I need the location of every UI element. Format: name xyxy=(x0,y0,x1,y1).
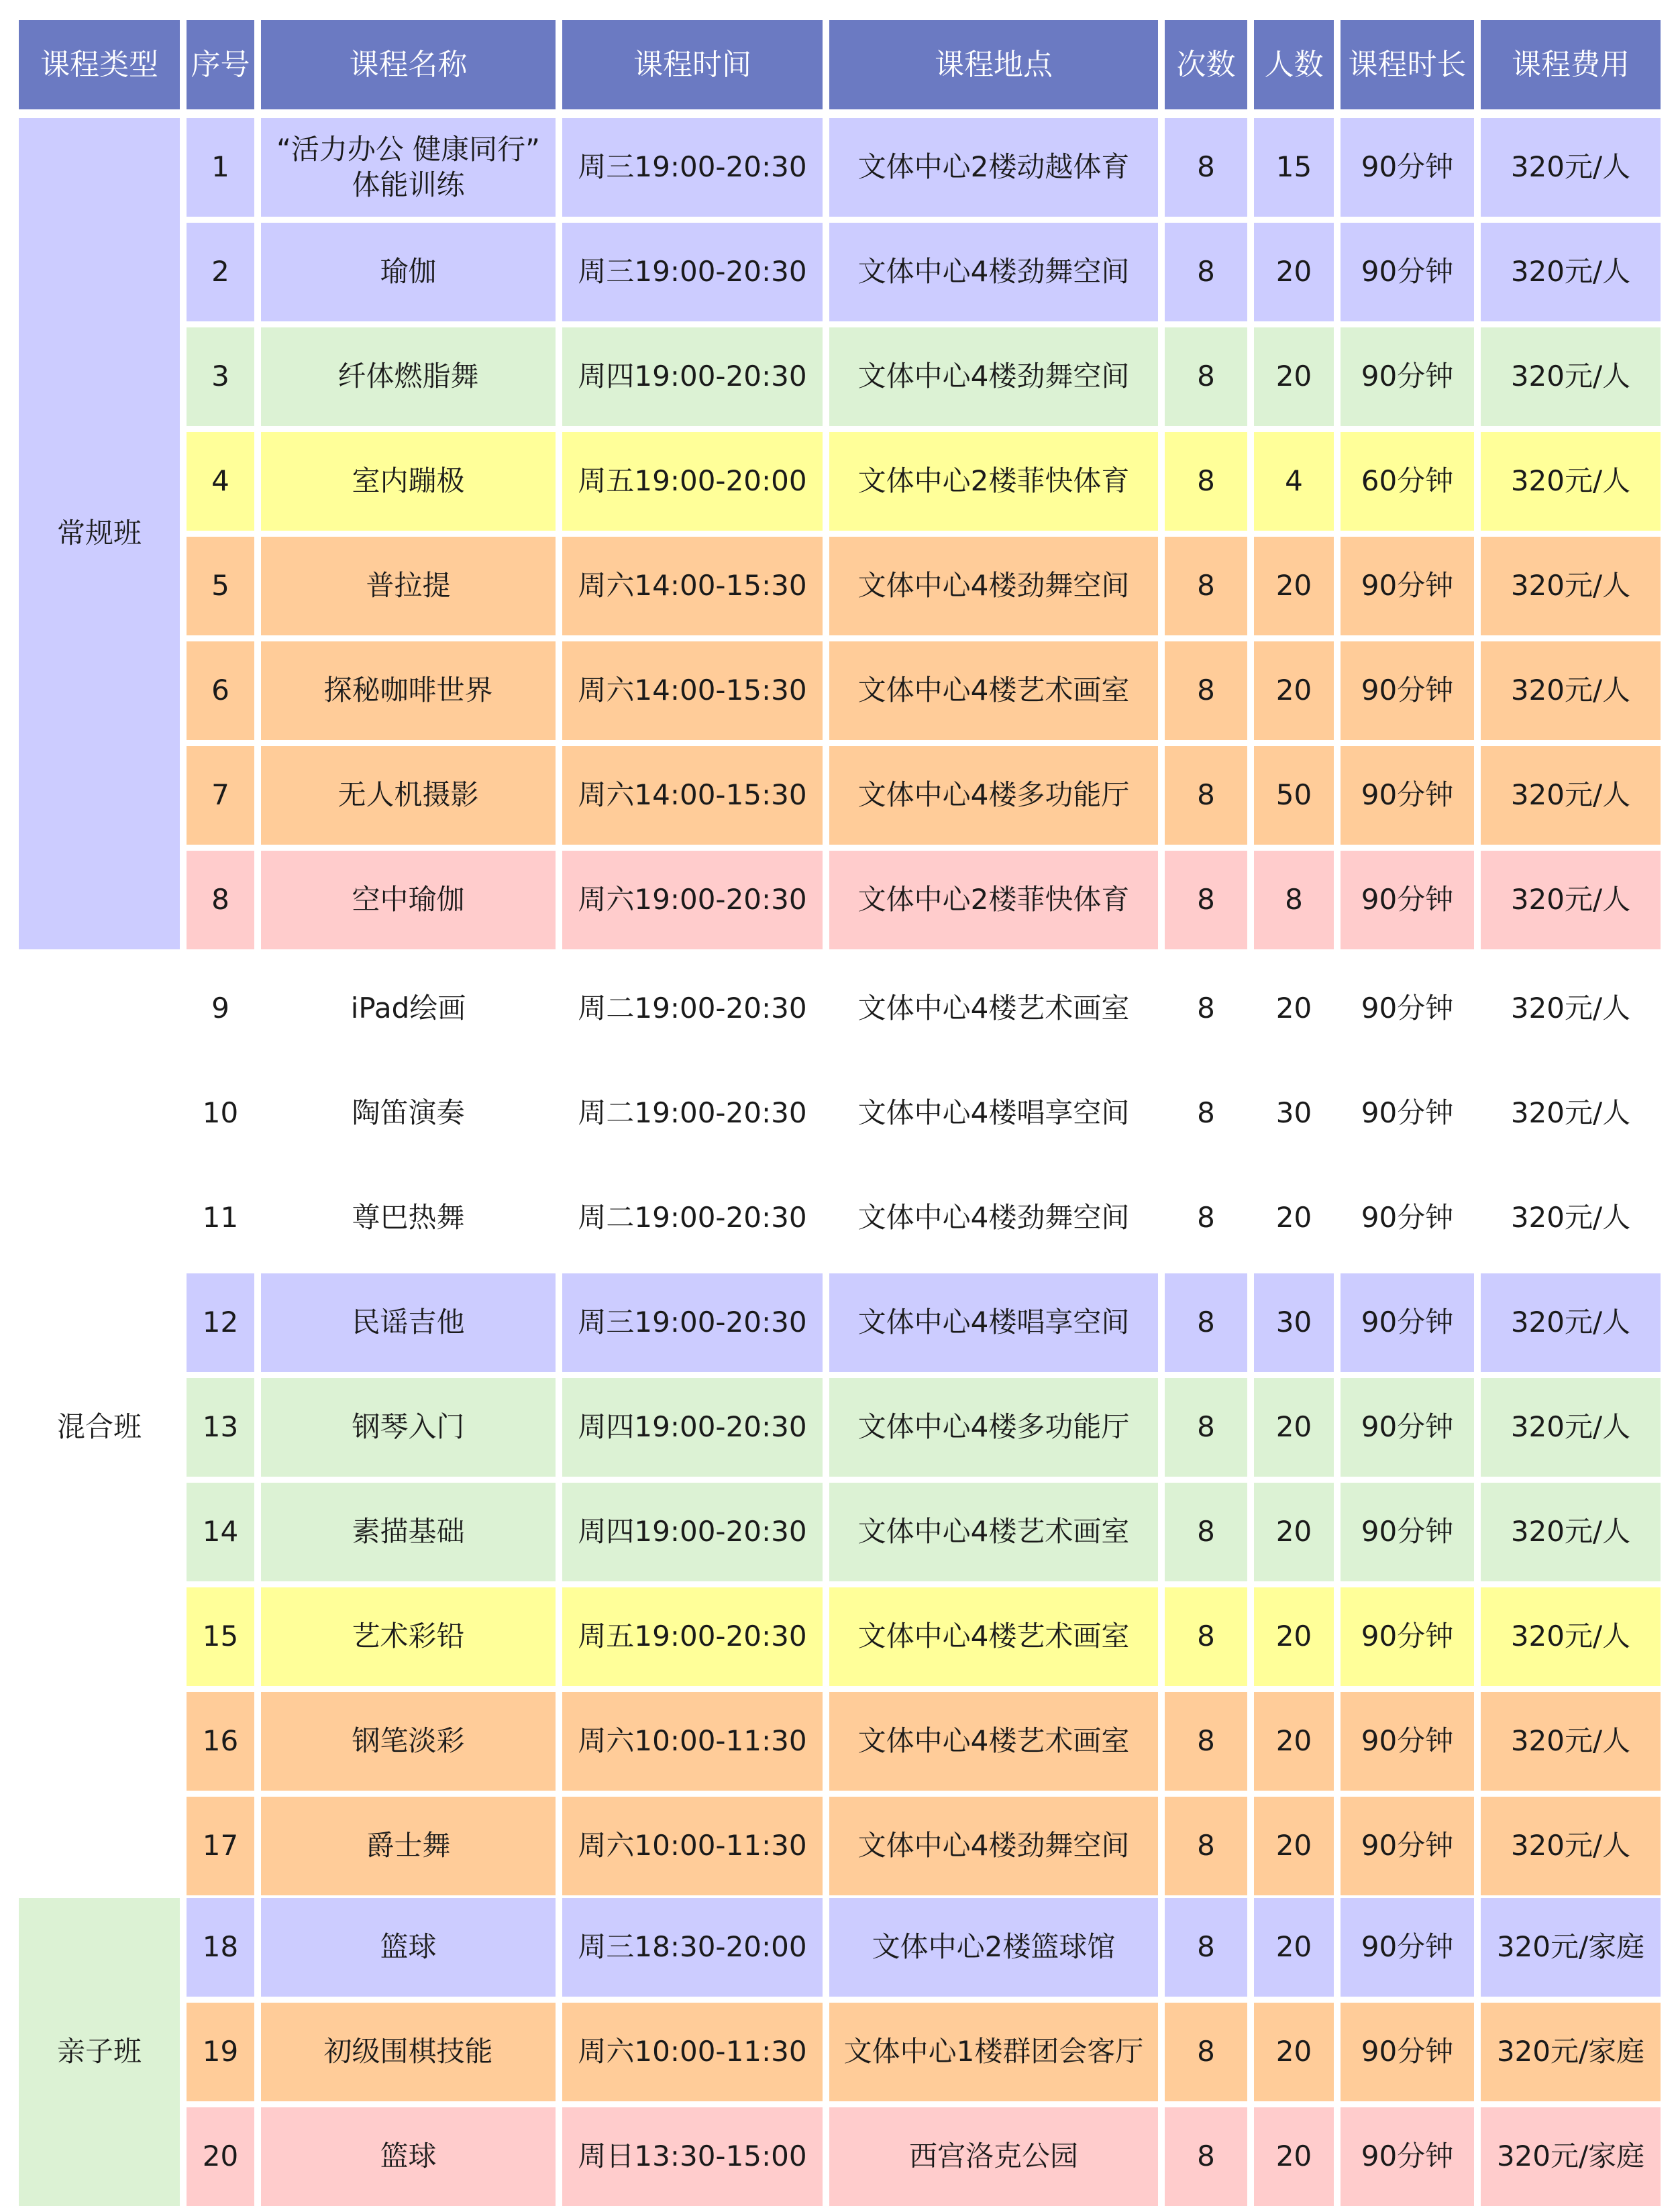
course-time-cell: 周六10:00-11:30 xyxy=(562,1692,823,1791)
capacity-cell: 20 xyxy=(1254,327,1334,426)
course-fee-cell: 320元/人 xyxy=(1481,327,1661,426)
course-type-cell: 混合班 xyxy=(56,1410,142,1444)
duration-cell: 90分钟 xyxy=(1341,1692,1474,1791)
row-number-cell: 2 xyxy=(187,223,254,321)
course-time-cell: 周三19:00-20:30 xyxy=(562,223,823,321)
course-name-cell xyxy=(261,746,556,845)
duration-cell: 90分钟 xyxy=(1341,1587,1474,1686)
course-name-line: 初级围棋技能 xyxy=(323,2035,493,2068)
course-fee-cell: 320元/家庭 xyxy=(1481,1898,1661,1997)
course-name-cell xyxy=(261,432,556,531)
course-location-cell: 文体中心4楼艺术画室 xyxy=(829,1692,1158,1791)
course-location-cell: 西宫洛克公园 xyxy=(829,2107,1158,2206)
course-name-line: 室内蹦极 xyxy=(352,464,465,498)
course-location-cell: 文体中心4楼劲舞空间 xyxy=(857,1201,1130,1234)
session-count-cell: 8 xyxy=(1165,537,1247,635)
course-fee-cell: 320元/人 xyxy=(1510,1096,1631,1130)
header-cell: 课程名称 xyxy=(261,20,556,109)
course-name-cell xyxy=(261,118,556,217)
course-time-cell: 周三19:00-20:30 xyxy=(562,1273,823,1372)
course-fee-cell: 320元/人 xyxy=(1481,432,1661,531)
course-name-cell xyxy=(261,1483,556,1581)
course-time-cell: 周五19:00-20:30 xyxy=(562,1587,823,1686)
course-time-cell: 周四19:00-20:30 xyxy=(562,1378,823,1477)
course-time-cell: 周二19:00-20:30 xyxy=(578,1201,807,1234)
capacity-cell: 4 xyxy=(1254,432,1334,531)
course-location-cell: 文体中心2楼菲快体育 xyxy=(829,432,1158,531)
capacity-cell: 20 xyxy=(1275,992,1312,1025)
course-time-cell: 周六14:00-15:30 xyxy=(562,537,823,635)
header-cell: 课程费用 xyxy=(1481,20,1661,109)
duration-cell: 90分钟 xyxy=(1341,327,1474,426)
course-location-cell: 文体中心2楼菲快体育 xyxy=(829,851,1158,949)
course-location-cell: 文体中心1楼群团会客厅 xyxy=(829,2003,1158,2101)
course-name-cell xyxy=(261,1898,556,1997)
capacity-cell: 20 xyxy=(1254,2003,1334,2101)
course-location-cell: 文体中心2楼动越体育 xyxy=(829,118,1158,217)
row-number-cell: 5 xyxy=(187,537,254,635)
duration-cell: 90分钟 xyxy=(1341,1797,1474,1895)
session-count-cell: 8 xyxy=(1165,1898,1247,1997)
capacity-cell: 20 xyxy=(1254,1898,1334,1997)
row-number-cell: 15 xyxy=(187,1587,254,1686)
session-count-cell: 8 xyxy=(1165,1378,1247,1477)
course-location-cell: 文体中心4楼劲舞空间 xyxy=(829,223,1158,321)
capacity-cell: 20 xyxy=(1254,1587,1334,1686)
session-count-cell: 8 xyxy=(1165,1797,1247,1895)
row-number-cell: 8 xyxy=(187,851,254,949)
row-number-cell: 10 xyxy=(202,1096,239,1130)
duration-cell: 90分钟 xyxy=(1341,1898,1474,1997)
course-location-cell: 文体中心4楼劲舞空间 xyxy=(829,327,1158,426)
course-name-line: “活力办公 健康同行” xyxy=(276,133,540,166)
header-cell: 课程时间 xyxy=(562,20,823,109)
session-count-cell: 8 xyxy=(1165,327,1247,426)
course-time-cell: 周五19:00-20:00 xyxy=(562,432,823,531)
header-cell: 序号 xyxy=(187,20,254,109)
course-name-line: 瑜伽 xyxy=(380,255,437,288)
course-location-cell: 文体中心4楼唱享空间 xyxy=(857,1096,1130,1130)
duration-cell: 90分钟 xyxy=(1341,1378,1474,1477)
session-count-cell: 8 xyxy=(1165,746,1247,845)
course-name-cell xyxy=(261,1273,556,1372)
row-number-cell: 11 xyxy=(202,1201,239,1234)
course-name-cell xyxy=(261,851,556,949)
duration-cell: 90分钟 xyxy=(1341,2107,1474,2206)
course-name-cell xyxy=(261,1797,556,1895)
course-name-line: 无人机摄影 xyxy=(337,778,479,812)
course-fee-cell: 320元/人 xyxy=(1481,1483,1661,1581)
course-time-cell: 周六10:00-11:30 xyxy=(562,1797,823,1895)
course-time-cell: 周六10:00-11:30 xyxy=(562,2003,823,2101)
course-name-line: 艺术彩铅 xyxy=(352,1620,465,1653)
course-name-line: 爵士舞 xyxy=(366,1829,451,1862)
session-count-cell: 8 xyxy=(1165,851,1247,949)
duration-cell: 90分钟 xyxy=(1361,992,1454,1025)
duration-cell: 90分钟 xyxy=(1341,641,1474,740)
course-fee-cell: 320元/人 xyxy=(1481,1797,1661,1895)
course-fee-cell: 320元/人 xyxy=(1481,1273,1661,1372)
course-name-cell xyxy=(261,1169,556,1267)
course-time-cell: 周日13:30-15:00 xyxy=(562,2107,823,2206)
course-time-cell: 周二19:00-20:30 xyxy=(578,1096,807,1130)
course-fee-cell: 320元/人 xyxy=(1510,992,1631,1025)
course-location-cell: 文体中心4楼多功能厅 xyxy=(829,746,1158,845)
course-time-cell: 周二19:00-20:30 xyxy=(578,992,807,1025)
course-time-cell: 周六14:00-15:30 xyxy=(562,641,823,740)
duration-cell: 90分钟 xyxy=(1341,1483,1474,1581)
course-name-cell xyxy=(261,2003,556,2101)
session-count-cell: 8 xyxy=(1165,2107,1247,2206)
duration-cell: 90分钟 xyxy=(1341,1273,1474,1372)
capacity-cell: 20 xyxy=(1275,1201,1312,1234)
course-time-cell: 周三18:30-20:00 xyxy=(562,1898,823,1997)
course-fee-cell: 320元/人 xyxy=(1481,537,1661,635)
duration-cell: 90分钟 xyxy=(1341,223,1474,321)
course-name-line: iPad绘画 xyxy=(350,992,466,1025)
course-name-line: 钢琴入门 xyxy=(352,1410,465,1444)
row-number-cell: 9 xyxy=(211,992,229,1025)
session-count-cell: 8 xyxy=(1165,2003,1247,2101)
course-location-cell: 文体中心4楼艺术画室 xyxy=(829,1483,1158,1581)
capacity-cell: 8 xyxy=(1254,851,1334,949)
duration-cell: 90分钟 xyxy=(1341,537,1474,635)
session-count-cell: 8 xyxy=(1165,1483,1247,1581)
course-name-line: 尊巴热舞 xyxy=(352,1201,465,1234)
course-name-cell xyxy=(261,641,556,740)
course-time-cell: 周六19:00-20:30 xyxy=(562,851,823,949)
session-count-cell: 8 xyxy=(1197,1096,1215,1130)
course-fee-cell: 320元/人 xyxy=(1481,118,1661,217)
capacity-cell: 20 xyxy=(1254,2107,1334,2206)
course-location-cell: 文体中心2楼篮球馆 xyxy=(829,1898,1158,1997)
row-number-cell: 19 xyxy=(187,2003,254,2101)
capacity-cell: 20 xyxy=(1254,1797,1334,1895)
session-count-cell: 8 xyxy=(1197,1201,1215,1234)
course-fee-cell: 320元/人 xyxy=(1481,223,1661,321)
header-cell: 人数 xyxy=(1254,20,1334,109)
course-name-cell xyxy=(261,2107,556,2206)
course-time-cell: 周六14:00-15:30 xyxy=(562,746,823,845)
header-cell: 次数 xyxy=(1165,20,1247,109)
course-name-line: 探秘咖啡世界 xyxy=(323,674,493,707)
row-number-cell: 3 xyxy=(187,327,254,426)
course-name-line: 钢笔淡彩 xyxy=(352,1724,465,1758)
course-location-cell: 文体中心4楼艺术画室 xyxy=(829,641,1158,740)
row-number-cell: 12 xyxy=(187,1273,254,1372)
course-location-cell: 文体中心4楼艺术画室 xyxy=(829,1587,1158,1686)
capacity-cell: 15 xyxy=(1254,118,1334,217)
course-name-cell xyxy=(261,1587,556,1686)
course-location-cell: 文体中心4楼劲舞空间 xyxy=(829,1797,1158,1895)
row-number-cell: 7 xyxy=(187,746,254,845)
course-fee-cell: 320元/人 xyxy=(1481,746,1661,845)
capacity-cell: 20 xyxy=(1254,1692,1334,1791)
duration-cell: 90分钟 xyxy=(1341,746,1474,845)
capacity-cell: 20 xyxy=(1254,641,1334,740)
course-time-cell: 周四19:00-20:30 xyxy=(562,1483,823,1581)
course-fee-cell: 320元/人 xyxy=(1510,1201,1631,1234)
session-count-cell: 8 xyxy=(1165,223,1247,321)
session-count-cell: 8 xyxy=(1165,1692,1247,1791)
course-name-line: 篮球 xyxy=(380,1930,437,1964)
session-count-cell: 8 xyxy=(1165,641,1247,740)
course-name-line: 陶笛演奏 xyxy=(352,1096,465,1130)
course-fee-cell: 320元/人 xyxy=(1481,1692,1661,1791)
capacity-cell: 20 xyxy=(1254,223,1334,321)
row-number-cell: 6 xyxy=(187,641,254,740)
session-count-cell: 8 xyxy=(1197,992,1215,1025)
capacity-cell: 20 xyxy=(1254,1483,1334,1581)
course-location-cell: 文体中心4楼艺术画室 xyxy=(857,992,1130,1025)
course-type-cell: 常规班 xyxy=(19,118,180,949)
course-fee-cell: 320元/人 xyxy=(1481,851,1661,949)
row-number-cell: 20 xyxy=(187,2107,254,2206)
session-count-cell: 8 xyxy=(1165,1587,1247,1686)
course-location-cell: 文体中心4楼劲舞空间 xyxy=(829,537,1158,635)
capacity-cell: 20 xyxy=(1254,537,1334,635)
capacity-cell: 30 xyxy=(1275,1096,1312,1130)
course-name-cell xyxy=(261,1692,556,1791)
session-count-cell: 8 xyxy=(1165,118,1247,217)
row-number-cell: 16 xyxy=(187,1692,254,1791)
row-number-cell: 17 xyxy=(187,1797,254,1895)
header-cell: 课程时长 xyxy=(1341,20,1474,109)
course-time-cell: 周四19:00-20:30 xyxy=(562,327,823,426)
course-name-line: 民谣吉他 xyxy=(352,1306,465,1339)
course-location-cell: 文体中心4楼唱享空间 xyxy=(829,1273,1158,1372)
row-number-cell: 18 xyxy=(187,1898,254,1997)
header-cell: 课程地点 xyxy=(829,20,1158,109)
course-name-line: 空中瑜伽 xyxy=(352,883,465,916)
course-name-cell xyxy=(261,1378,556,1477)
capacity-cell: 50 xyxy=(1254,746,1334,845)
row-number-cell: 14 xyxy=(187,1483,254,1581)
course-location-cell: 文体中心4楼多功能厅 xyxy=(829,1378,1158,1477)
course-name-cell xyxy=(261,537,556,635)
header-cell: 课程类型 xyxy=(19,20,180,109)
course-type-cell: 亲子班 xyxy=(19,1898,180,2206)
course-name-line: 素描基础 xyxy=(352,1515,465,1548)
duration-cell: 90分钟 xyxy=(1341,2003,1474,2101)
row-number-cell: 13 xyxy=(187,1378,254,1477)
duration-cell: 90分钟 xyxy=(1341,851,1474,949)
duration-cell: 90分钟 xyxy=(1361,1201,1454,1234)
course-name-cell xyxy=(261,959,556,1058)
course-fee-cell: 320元/人 xyxy=(1481,641,1661,740)
row-number-cell: 1 xyxy=(187,118,254,217)
duration-cell: 90分钟 xyxy=(1341,118,1474,217)
course-fee-cell: 320元/人 xyxy=(1481,1378,1661,1477)
duration-cell: 60分钟 xyxy=(1341,432,1474,531)
course-name-line: 篮球 xyxy=(380,2140,437,2173)
course-name-line: 普拉提 xyxy=(366,569,451,602)
course-fee-cell: 320元/人 xyxy=(1481,1587,1661,1686)
row-number-cell: 4 xyxy=(187,432,254,531)
course-fee-cell: 320元/家庭 xyxy=(1481,2003,1661,2101)
session-count-cell: 8 xyxy=(1165,432,1247,531)
capacity-cell: 30 xyxy=(1254,1273,1334,1372)
course-fee-cell: 320元/家庭 xyxy=(1481,2107,1661,2206)
course-time-cell: 周三19:00-20:30 xyxy=(562,118,823,217)
course-name-cell xyxy=(261,327,556,426)
capacity-cell: 20 xyxy=(1254,1378,1334,1477)
duration-cell: 90分钟 xyxy=(1361,1096,1454,1130)
session-count-cell: 8 xyxy=(1165,1273,1247,1372)
course-name-cell xyxy=(261,223,556,321)
course-name-line: 体能训练 xyxy=(352,168,465,201)
course-name-line: 纤体燃脂舞 xyxy=(337,360,479,393)
course-name-cell xyxy=(261,1064,556,1163)
